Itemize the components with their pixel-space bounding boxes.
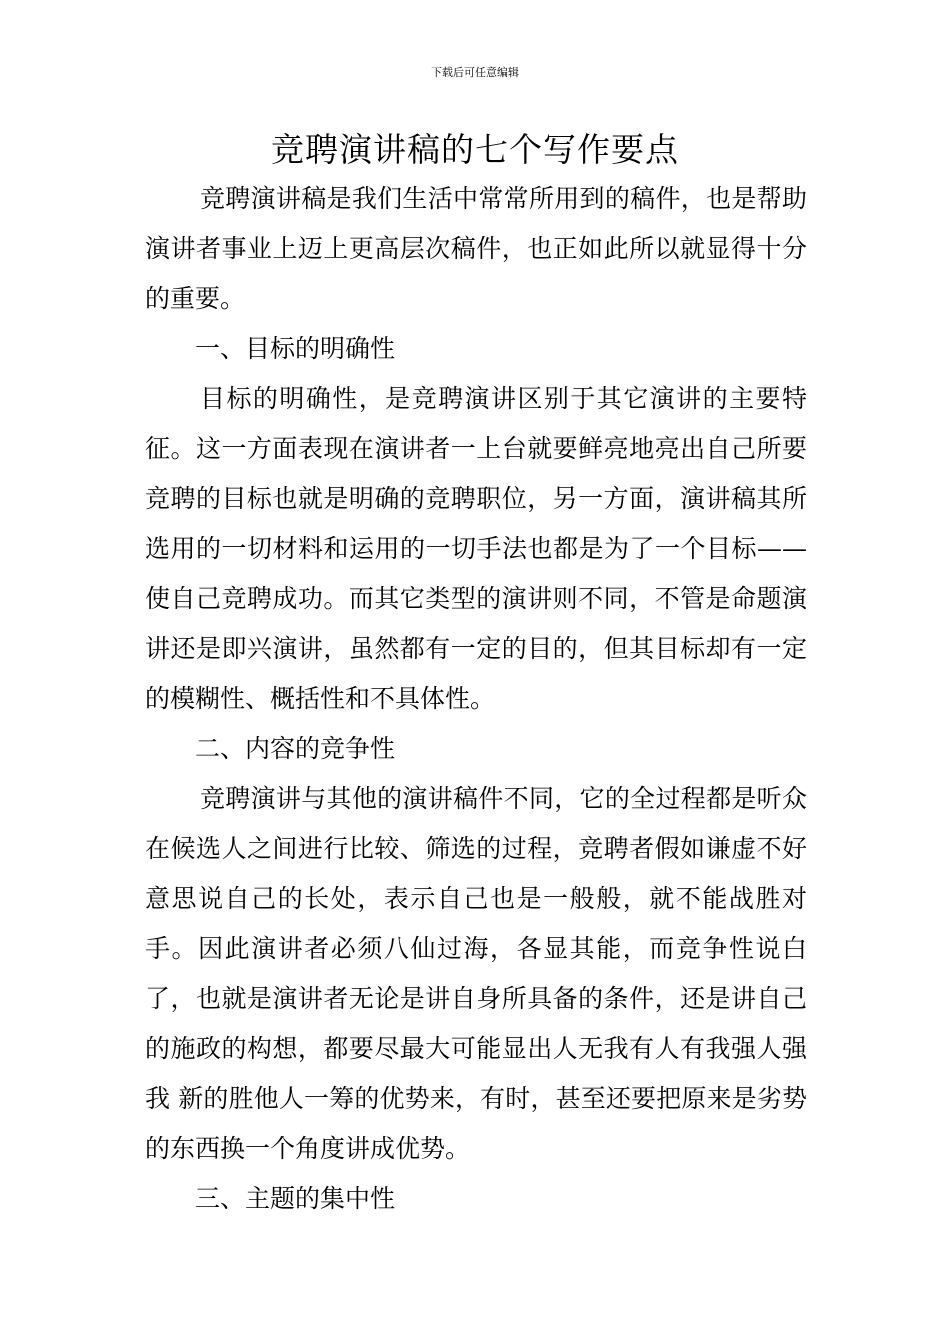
section-heading-2: 二、内容的竞争性 — [195, 734, 396, 763]
document-body — [145, 174, 807, 1224]
section-paragraph-2: 竞聘演讲与其他的演讲稿件不同，它的全过程都是听众在候选人之间进行比较、筛选的过程，竞聘者假如谦虚不好意思说自己的长处，表示自己也是一般般，就不能战胜对手。因此演讲者必须八仙过海，各显其能，而竞争性说白了，也就是演讲者无论是讲自身所具备的条件，还是讲自己的施政的构想，都要尽最大可能显出人无我有人有我强人强我 新的胜他人一筹的优势来，有时，甚至还要把原来是劣势的东西换一个角度讲成优势。 — [145, 784, 807, 1163]
section-heading-3: 三、主题的集中性 — [195, 1184, 396, 1213]
section-heading-1: 一、目标的明确性 — [195, 334, 396, 363]
intro-paragraph: 竞聘演讲稿是我们生活中常常所用到的稿件，也是帮助演讲者事业上迈上更高层次稿件，也正如此所以就显得十分的重要。 — [145, 184, 807, 313]
header-note: 下载后可任意编辑 — [431, 66, 519, 79]
section-paragraph-1: 目标的明确性，是竞聘演讲区别于其它演讲的主要特征。这一方面表现在演讲者一上台就要鲜亮地亮出自己所要竞聘的目标也就是明确的竞聘职位，另一方面，演讲稿其所选用的一切材料和运用的一切手法也都是为了一个目标——使自己竞聘成功。而其它类型的演讲则不同，不管是命题演讲还是即兴演讲，虽然都有一定的目的，但其目标却有一定的模糊性、概括性和不具体性。 — [145, 384, 807, 713]
document-title: 竞聘演讲稿的七个写作要点 — [271, 130, 679, 169]
